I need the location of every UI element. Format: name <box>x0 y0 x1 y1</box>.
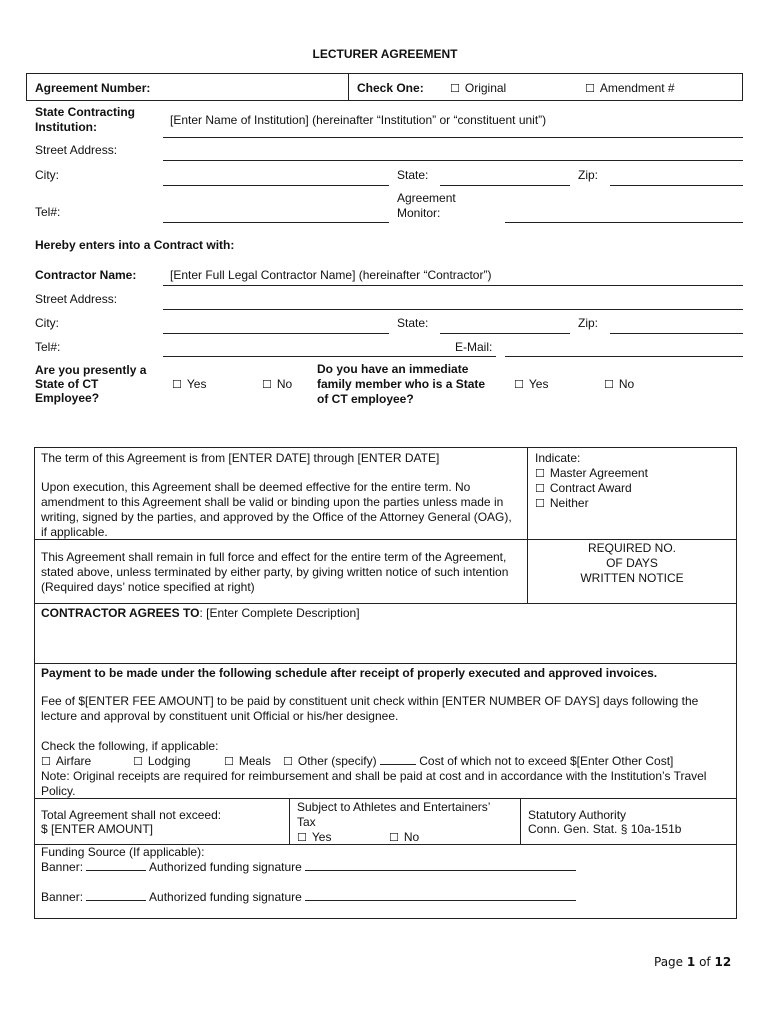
neither-label: Neither <box>549 496 589 510</box>
contractor-state-field[interactable] <box>440 333 570 334</box>
indicate-label: Indicate: <box>535 451 581 465</box>
required-days-label-2: OF DAYS <box>606 556 658 570</box>
tax-no-checkbox[interactable] <box>389 830 419 844</box>
other-cost-text: Cost of which not to exceed $[Enter Other Cost] <box>419 754 674 768</box>
institution-tel-label: Tel#: <box>35 205 61 219</box>
totals-divider-1 <box>289 798 290 844</box>
institution-city-field[interactable] <box>163 185 389 186</box>
enters-contract-heading: Hereby enters into a Contract with: <box>35 238 235 252</box>
institution-name-field[interactable]: [Enter Name of Institution] (hereinafter “Institution” or “constituent unit”) <box>170 113 547 127</box>
agreement-monitor-field[interactable] <box>505 222 743 223</box>
page-current: 1 <box>686 955 696 969</box>
contractor-email-label: E-Mail: <box>455 340 493 354</box>
family-yes-label: Yes <box>528 377 549 391</box>
other-checkbox[interactable] <box>283 754 673 768</box>
employee-question-1: Are you presently a <box>35 363 147 377</box>
neither-checkbox[interactable] <box>535 496 589 510</box>
contract-award-checkbox[interactable] <box>535 481 632 495</box>
institution-label-1: State Contracting <box>35 105 136 119</box>
employee-yes-checkbox[interactable] <box>172 377 206 391</box>
tax-label-1: Subject to Athletes and Entertainers’ <box>297 800 491 814</box>
other-specify-field[interactable] <box>380 764 416 765</box>
contractor-name-label: Contractor Name: <box>35 268 137 282</box>
institution-street-label: Street Address: <box>35 143 118 157</box>
fee-text: Fee of $[ENTER FEE AMOUNT] to be paid by constituent unit check within [ENTER NUMBER OF DAYS] days following the lecture and approval by constituent unit Official or his/her designee. <box>41 694 699 723</box>
amendment-checkbox[interactable] <box>585 81 675 95</box>
agreement-monitor-label-1: Agreement <box>397 191 456 205</box>
term-paragraph: Upon execution, this Agreement shall be deemed effective for the entire term. No amendment to this Agreement shall be valid or binding upon the parties unless made in writing, signed by the parties, and approved by the Office of the Attorney General (OAG), if applicable. <box>41 480 512 539</box>
family-no-label: No <box>618 377 635 391</box>
notice-paragraph: This Agreement shall remain in full force and effect for the entire term of the Agreement, stated above, unless terminated by either party, by giving written notice of such intention (Required days’ notice specified at right) <box>41 550 509 594</box>
term-text: The term of this Agreement is from [ENTER DATE] through [ENTER DATE] <box>41 451 440 465</box>
contractor-zip-label: Zip: <box>578 316 599 330</box>
institution-name-line <box>163 137 743 138</box>
receipts-note: Note: Original receipts are required for reimbursement and shall be paid at cost and in accordance with the Institution’s Travel Policy. <box>41 769 707 798</box>
institution-state-label: State: <box>397 168 429 182</box>
payment-heading: Payment to be made under the following schedule after receipt of properly executed and approved invoices. <box>41 666 658 680</box>
contractor-tel-field[interactable] <box>163 356 496 357</box>
statutory-label: Statutory Authority <box>528 808 627 822</box>
banner-label: Banner: <box>41 890 84 904</box>
family-no-checkbox[interactable] <box>604 377 634 391</box>
employee-yes-label: Yes <box>186 377 207 391</box>
institution-zip-label: Zip: <box>578 168 599 182</box>
page-title: LECTURER AGREEMENT <box>312 47 458 61</box>
contractor-name-line <box>163 285 743 286</box>
airfare-checkbox[interactable] <box>41 754 91 768</box>
contract-award-label: Contract Award <box>549 481 632 495</box>
contractor-state-label: State: <box>397 316 429 330</box>
meals-label: Meals <box>238 754 271 768</box>
tax-no-label: No <box>403 830 420 844</box>
funding-row-1 <box>41 860 576 874</box>
signature-field-2[interactable] <box>305 900 576 901</box>
employee-question-2: State of CT <box>35 377 99 391</box>
institution-street-field[interactable] <box>163 160 743 161</box>
required-days-label-3: WRITTEN NOTICE <box>580 571 684 585</box>
signature-label: Authorized funding signature <box>149 860 302 874</box>
family-yes-checkbox[interactable] <box>514 377 548 391</box>
meals-checkbox[interactable] <box>224 754 271 768</box>
airfare-label: Airfare <box>55 754 92 768</box>
banner-field-2[interactable] <box>86 900 146 901</box>
institution-zip-field[interactable] <box>610 185 743 186</box>
employee-no-label: No <box>276 377 293 391</box>
family-question-1: Do you have an immediate <box>317 362 469 376</box>
original-label: Original <box>464 81 507 95</box>
signature-field-1[interactable] <box>305 870 576 871</box>
contractor-city-label: City: <box>35 316 59 330</box>
agreement-number-label: Agreement Number: <box>35 81 151 95</box>
funding-source-label: Funding Source (If applicable): <box>41 845 205 859</box>
lodging-label: Lodging <box>147 754 191 768</box>
lodging-checkbox[interactable] <box>133 754 191 768</box>
other-label: Other (specify) <box>297 754 377 768</box>
check-one-label: Check One: <box>357 81 424 95</box>
page-total: 12 <box>714 955 732 969</box>
institution-city-label: City: <box>35 168 59 182</box>
master-agreement-checkbox[interactable] <box>535 466 648 480</box>
original-checkbox[interactable] <box>450 81 506 95</box>
row-line-2 <box>34 603 737 604</box>
employee-question-3: Employee? <box>35 391 100 405</box>
contractor-email-field[interactable] <box>505 356 743 357</box>
contractor-agrees-row <box>41 606 360 620</box>
institution-tel-field[interactable] <box>163 222 389 223</box>
family-question-3: of CT employee? <box>317 392 414 406</box>
signature-label: Authorized funding signature <box>149 890 302 904</box>
check-following-label: Check the following, if applicable: <box>41 739 219 753</box>
header-divider <box>348 73 349 101</box>
contractor-agrees-field[interactable]: : [Enter Complete Description] <box>199 606 360 620</box>
amendment-label: Amendment # <box>599 81 675 95</box>
page-number <box>654 955 731 969</box>
required-days-label-1: REQUIRED NO. <box>587 541 676 555</box>
total-amount: $ [ENTER AMOUNT] <box>41 822 154 836</box>
employee-no-checkbox[interactable] <box>262 377 292 391</box>
institution-label-2: Institution: <box>35 120 97 134</box>
contractor-street-field[interactable] <box>163 309 743 310</box>
total-label: Total Agreement shall not exceed: <box>41 808 222 822</box>
totals-divider-2 <box>520 798 521 844</box>
of-word: of <box>699 955 711 969</box>
tax-yes-label: Yes <box>311 830 332 844</box>
tax-yes-checkbox[interactable] <box>297 830 331 844</box>
master-agreement-label: Master Agreement <box>549 466 648 480</box>
banner-label: Banner: <box>41 860 84 874</box>
contractor-street-label: Street Address: <box>35 292 118 306</box>
contractor-agrees-label: CONTRACTOR AGREES TO <box>41 606 200 620</box>
contractor-name-field[interactable]: [Enter Full Legal Contractor Name] (hereinafter “Contractor”) <box>170 268 492 282</box>
institution-state-field[interactable] <box>440 185 570 186</box>
banner-field-1[interactable] <box>86 870 146 871</box>
agreement-monitor-label-2: Monitor: <box>397 206 441 220</box>
tax-label-2: Tax <box>297 815 316 829</box>
row-line-3 <box>34 663 737 664</box>
funding-row-2 <box>41 890 576 904</box>
contractor-zip-field[interactable] <box>610 333 743 334</box>
statutory-citation: Conn. Gen. Stat. § 10a-151b <box>528 822 682 836</box>
page-word: Page <box>654 955 684 969</box>
contractor-city-field[interactable] <box>163 333 389 334</box>
family-question-2: family member who is a State <box>317 377 486 391</box>
contractor-tel-label: Tel#: <box>35 340 61 354</box>
